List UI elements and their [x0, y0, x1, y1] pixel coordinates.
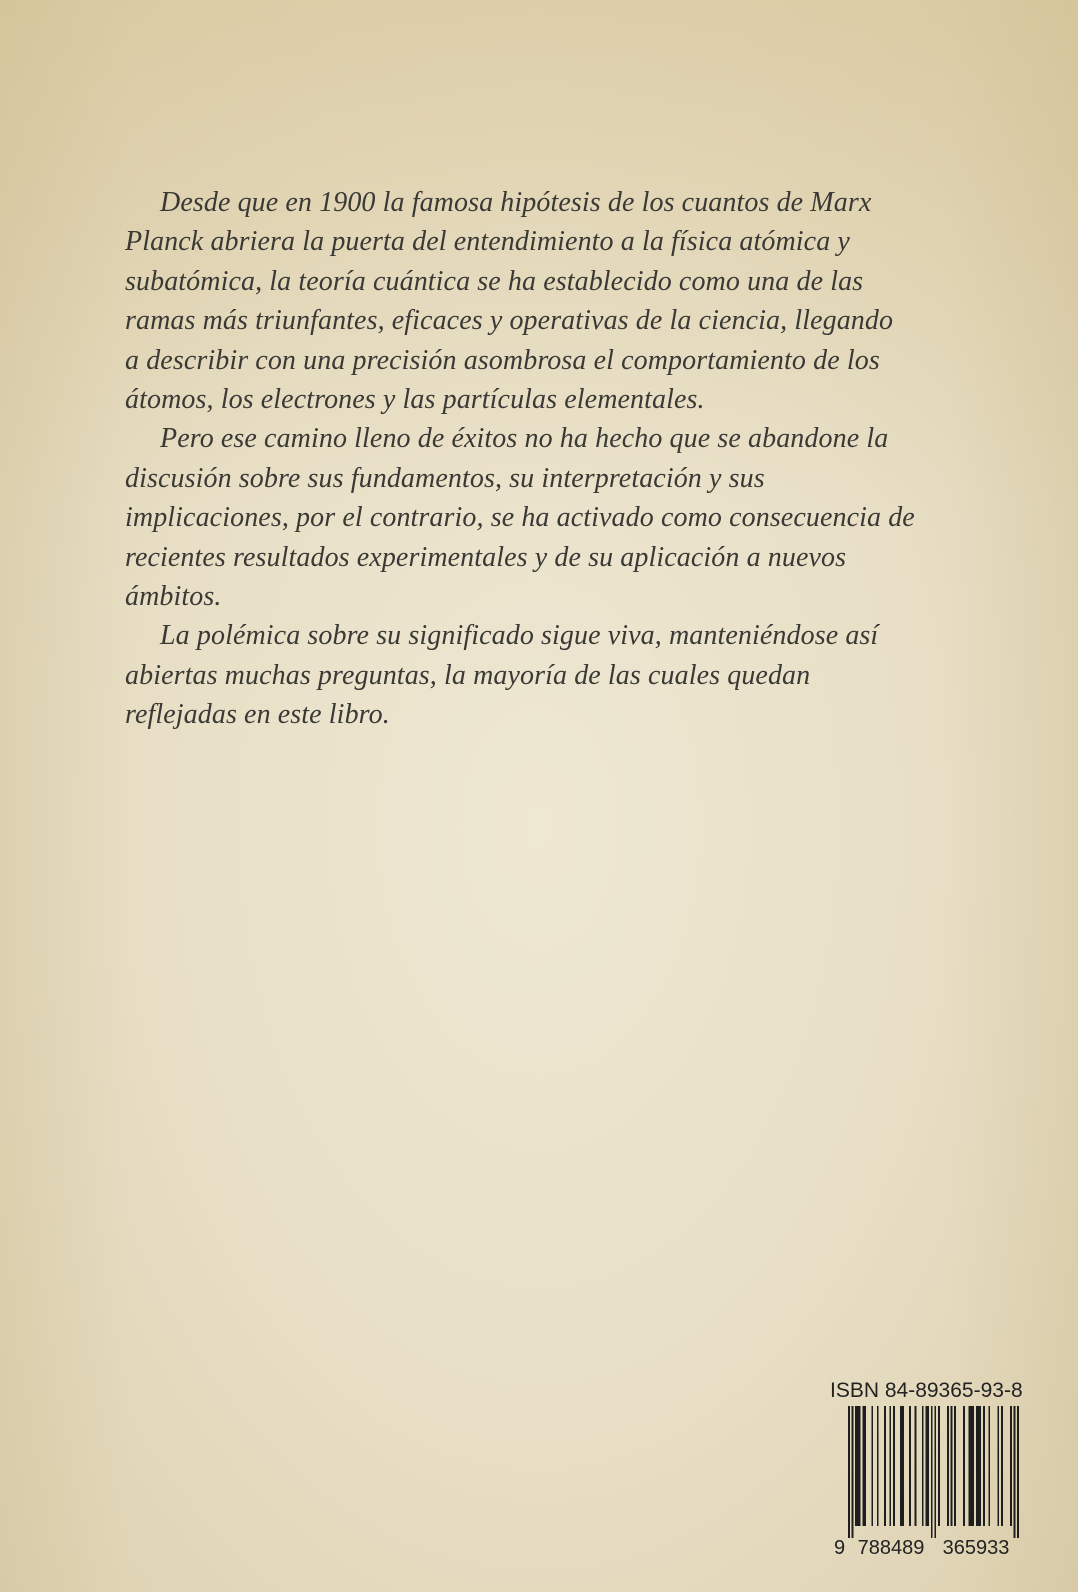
text-line: Pero ese camino lleno de éxitos no ha hecho que se abandone la [160, 423, 889, 455]
barcode-right-digits: 365933 [942, 1537, 1010, 1559]
text-line: ramas más triunfantes, eficaces y operativas de la ciencia, llegando [125, 305, 894, 337]
barcode-guard-bar [1014, 1406, 1016, 1538]
barcode-bar [947, 1406, 949, 1526]
text-line: ámbitos. [125, 580, 222, 612]
barcode-guard-bar [1017, 1406, 1019, 1538]
barcode-guard-bar [931, 1406, 933, 1538]
isbn-label: ISBN 84-89365-93-8 [830, 1379, 1023, 1402]
barcode-bar [922, 1406, 924, 1526]
text-line: abiertas muchas preguntas, la mayoría de las cuales quedan [125, 659, 811, 691]
barcode-bar [1010, 1406, 1012, 1526]
barcode-bar [900, 1406, 904, 1526]
text-line: subatómica, la teoría cuántica se ha establecido como una de las [125, 265, 864, 297]
barcode-bars [848, 1406, 1019, 1538]
barcode-bar [951, 1406, 953, 1526]
blurb-text [125, 183, 1005, 734]
barcode-bar [969, 1406, 974, 1526]
barcode-bar [889, 1406, 891, 1526]
barcode-bar [954, 1406, 956, 1526]
barcode-left-digits: 788489 [857, 1537, 925, 1559]
isbn-barcode [826, 1376, 1038, 1560]
text-line: Desde que en 1900 la famosa hipótesis de los cuantos de Marx [160, 187, 872, 218]
text-line: a describir con una precisión asombrosa el comportamiento de los [125, 344, 880, 376]
text-line: La polémica sobre su significado sigue viva, manteniéndose así [160, 620, 879, 652]
text-line: discusión sobre sus fundamentos, su interpretación y sus [125, 462, 765, 494]
paragraph-1 [125, 183, 1005, 419]
barcode-bar [976, 1406, 981, 1526]
barcode-bar [997, 1406, 999, 1526]
text-line: átomos, los electrones y las partículas elementales. [125, 383, 705, 415]
text-line: recientes resultados experimentales y de su aplicación a nuevos [125, 541, 847, 573]
barcode-bar [925, 1406, 929, 1526]
text-line: reflejadas en este libro. [125, 699, 390, 731]
barcode-bar [983, 1406, 985, 1526]
barcode-bar [938, 1406, 940, 1526]
text-line: Planck abriera la puerta del entendimiento a la física atómica y [125, 226, 850, 258]
barcode-guard-bar [934, 1406, 936, 1538]
barcode-bar [893, 1406, 895, 1526]
barcode-guard-bar [852, 1406, 854, 1538]
barcode-bar [855, 1406, 860, 1526]
barcode-lead-digit: 9 [834, 1537, 846, 1559]
text-line: implicaciones, por el contrario, se ha activado como consecuencia de [125, 502, 915, 534]
barcode-bar [862, 1406, 866, 1526]
barcode-bar [963, 1406, 965, 1526]
paragraph-3 [125, 616, 1005, 734]
paragraph-2 [125, 419, 1005, 616]
barcode-bar [884, 1406, 886, 1526]
barcode-bar [877, 1406, 879, 1526]
barcode-bar [1001, 1406, 1003, 1526]
barcode-bar [909, 1406, 911, 1526]
barcode-bar [915, 1406, 917, 1526]
barcode-bar [988, 1406, 990, 1526]
barcode-bar [871, 1406, 873, 1526]
barcode-guard-bar [848, 1406, 850, 1538]
